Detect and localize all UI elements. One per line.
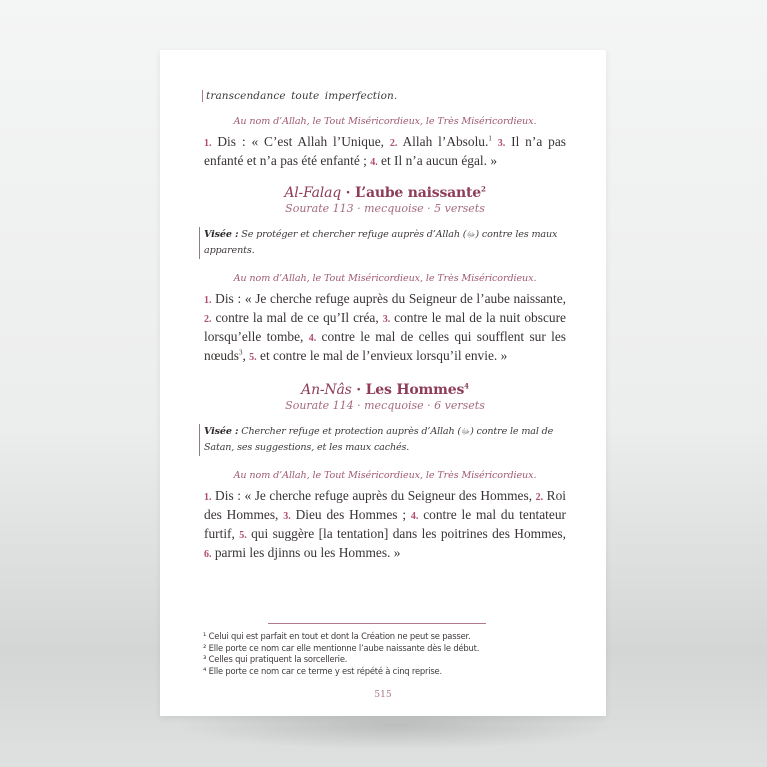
footnote-mark: ⁴	[203, 665, 207, 676]
visee-text: Se protéger et chercher refuge auprès d’Allah (	[238, 229, 467, 240]
footnotes	[203, 623, 573, 677]
verse-number: 2.	[204, 314, 212, 325]
verse-text: Dieu des Hommes ;	[290, 507, 411, 522]
visee-text: ) contre les maux apparents.	[204, 229, 558, 256]
surah-name-arabic: An-Nâs	[301, 382, 352, 398]
verses-nas	[204, 487, 566, 563]
verse-text: Dis : « Je cherche refuge auprès du Seigneur des Hommes,	[211, 488, 536, 503]
surah-subtitle: Sourate 114 · mecquoise · 6 versets	[285, 399, 485, 412]
visee-text: ) contre le mal de Satan, ses suggestions, et les maux cachés.	[204, 426, 554, 453]
verse-number: 5.	[239, 530, 247, 541]
verse-text: Il n’a pas enfanté et n’a pas été enfanté ;	[204, 134, 567, 168]
verse-text: Dis : « Je cherche refuge auprès du Seigneur de l’aube naissante,	[211, 291, 566, 306]
footnote	[203, 654, 573, 666]
verse-number: 1.	[204, 138, 212, 149]
footnote-text: Elle porte ce nom car ce terme y est répété à cinq reprise.	[206, 665, 442, 676]
verse-number: 1.	[204, 492, 212, 503]
surah-name-french: Les Hommes	[365, 382, 465, 398]
footnote-ref: 2	[480, 184, 486, 194]
verse-text: et Il n’a aucun égal. »	[377, 153, 498, 168]
surah-title-nas	[204, 382, 566, 398]
footnote-text: Celui qui est parfait en tout et dont la Création ne peut se passer.	[206, 631, 471, 641]
basmala-nas: Au nom d’Allah, le Tout Miséricordieux, le Très Miséricordieux.	[233, 470, 537, 481]
visee-label: Visée :	[204, 426, 239, 437]
surah-subtitle: Sourate 113 · mecquoise · 5 versets	[285, 202, 485, 215]
footnote-list	[203, 631, 573, 677]
title-separator: ·	[351, 382, 366, 398]
footnote-ref: 3	[238, 348, 243, 357]
verse-text: qui suggère [la tentation] dans les poitrines des Hommes,	[246, 526, 566, 541]
verse-text: contre le mal de celles qui soufflent sur les nœuds	[204, 329, 566, 363]
verse-text: et contre le mal de l’envieux lorsqu’il envie. »	[256, 348, 508, 363]
punctuation: ,	[242, 348, 250, 363]
footnote-mark: ²	[203, 642, 207, 653]
honorific-glyph-icon: ﷻ	[461, 427, 471, 436]
footnote-ref: 1	[488, 134, 492, 143]
footnote-mark: ³	[203, 654, 207, 665]
footnote	[203, 631, 573, 643]
verse-number: 5.	[249, 352, 257, 363]
verse-number: 4.	[370, 157, 378, 168]
verse-number: 4.	[410, 511, 419, 522]
verse-text: Roi des Hommes,	[204, 488, 566, 522]
footnote-mark: ¹	[203, 631, 207, 641]
title-separator: ·	[340, 185, 356, 201]
visee-text: Chercher refuge et protection auprès d’Allah (	[238, 426, 462, 437]
visee-label: Visée :	[204, 229, 239, 240]
honorific-glyph-icon: ﷻ	[466, 230, 476, 239]
footnote-ref: 4	[464, 381, 469, 391]
footnote-text: Elle porte ce nom car elle mentionne l’aube naissante dès le début.	[206, 642, 480, 653]
verse-number: 1.	[204, 295, 212, 306]
verse-number: 2.	[535, 492, 544, 503]
verse-number: 2.	[389, 138, 398, 149]
verse-text: Allah l’Absolu.	[397, 134, 489, 149]
surah-title-falaq	[204, 185, 566, 201]
visee-block	[199, 424, 566, 456]
verses-falaq	[204, 290, 566, 366]
verse-text: contre le mal du tentateur furtif,	[204, 507, 566, 541]
page-content	[204, 90, 566, 563]
footnote	[203, 643, 573, 655]
surah-name-arabic: Al-Falaq	[284, 185, 341, 201]
continued-text: transcendance toute imperfection.	[202, 90, 566, 102]
verse-text: parmi les djinns ou les Hommes. »	[211, 545, 401, 560]
verse-text: Dis : « C’est Allah l’Unique,	[211, 134, 390, 149]
basmala-falaq: Au nom d’Allah, le Tout Miséricordieux, le Très Miséricordieux.	[233, 273, 537, 284]
verse-number: 3.	[497, 138, 506, 149]
visee-block	[199, 227, 566, 259]
surah-name-french: L’aube naissante	[355, 185, 481, 201]
page-number: 515	[374, 690, 392, 700]
verse-text: contre la mal de ce qu’Il créa,	[211, 310, 383, 325]
basmala-ikhlas: Au nom d’Allah, le Tout Miséricordieux, le Très Miséricordieux.	[233, 116, 537, 127]
footnote-rule	[268, 623, 486, 624]
verse-number: 4.	[308, 333, 317, 344]
verses-ikhlas	[204, 133, 566, 171]
verse-number: 3.	[382, 314, 391, 325]
verse-text: contre le mal de la nuit obscure lorsqu’elle tombe,	[204, 310, 566, 344]
verse-number: 3.	[283, 511, 291, 522]
footnote	[203, 666, 573, 678]
book-page	[160, 50, 606, 716]
verse-number: 6.	[204, 549, 212, 560]
footnote-text: Celles qui pratiquent la sorcellerie.	[206, 654, 348, 665]
